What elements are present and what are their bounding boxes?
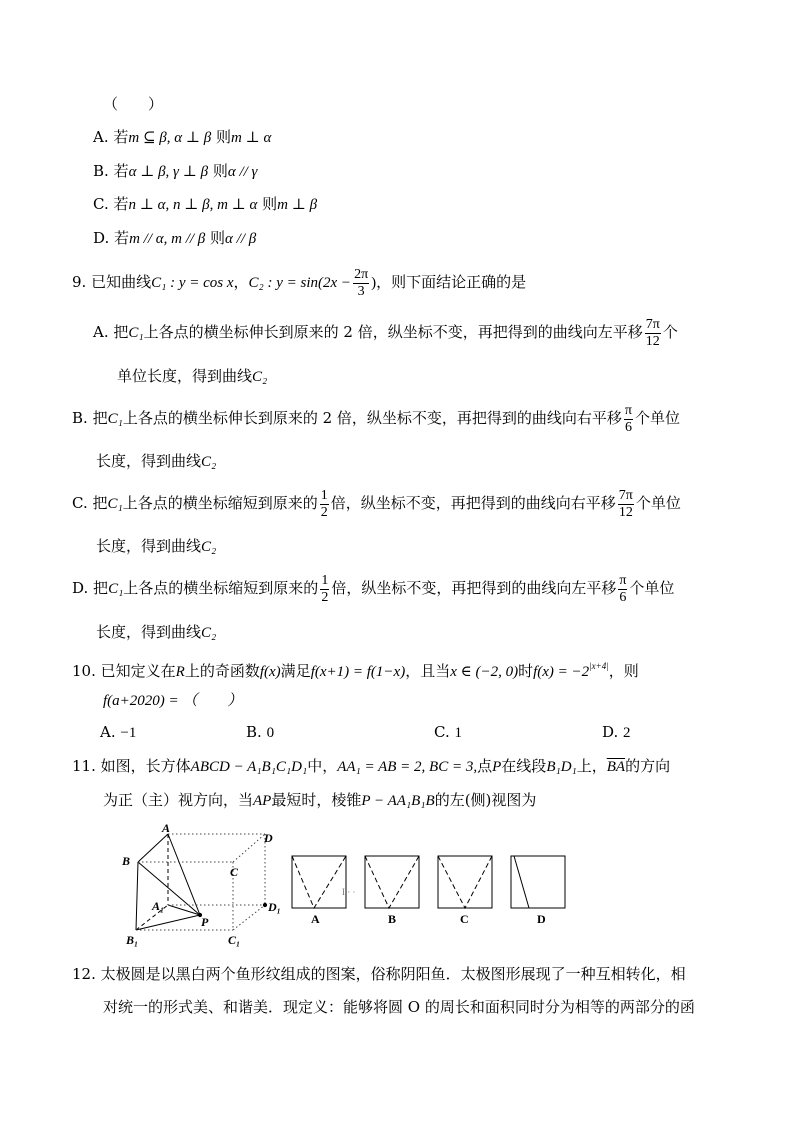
numerator: 7π: [618, 487, 633, 503]
q12-stem-line2: [103, 997, 695, 1017]
q9-option-b-line1: [72, 400, 680, 437]
text: 则: [205, 229, 226, 247]
q9-option-d-line2: [96, 622, 216, 643]
option-label: C.: [434, 723, 450, 741]
vertex-label-C: C: [230, 865, 239, 879]
option-label: C.: [93, 195, 109, 213]
option-value: 2: [623, 725, 631, 741]
text: 的左(侧)视图为: [434, 791, 537, 809]
q9-option-c-line1: [72, 485, 681, 522]
text: 若: [114, 229, 130, 247]
text: 若: [113, 128, 129, 146]
q9-option-c-line2: [96, 536, 216, 557]
option-label: A.: [100, 723, 116, 741]
text: 倍，纵坐标不变，再把得到的曲线向左平移: [331, 579, 617, 597]
q11-stem-line1: [72, 756, 670, 777]
text: 若: [113, 162, 129, 180]
text: 若: [113, 195, 129, 213]
text: 长度，得到曲线: [96, 452, 202, 470]
math: α ⊥ β: [174, 130, 212, 146]
math: x ∈ (−2, 0): [450, 664, 519, 680]
text: 个单位: [629, 579, 675, 597]
question-number: 10.: [72, 662, 96, 680]
vertex-label-A: A: [162, 822, 171, 835]
text: 个单位: [635, 409, 681, 427]
text: ,: [165, 197, 173, 213]
text: 上各点的横坐标伸长到原来的 2 倍，纵坐标不变，再把得到的曲线向左平移: [143, 323, 643, 341]
math: P − AA₁B₁B: [361, 793, 435, 809]
text: 满足: [280, 662, 311, 680]
option-value: −1: [120, 725, 137, 741]
view-option-d: [511, 856, 565, 908]
text: 上的奇函数: [184, 662, 260, 680]
option-label: A.: [93, 323, 109, 341]
option-value: 0: [266, 725, 275, 741]
math: P: [492, 759, 502, 775]
math: m // α: [129, 231, 164, 247]
math: AA₁ = AB = 2, BC = 3,: [337, 759, 478, 775]
text: ,: [166, 130, 175, 146]
text: ，则下面结论正确的是: [376, 273, 527, 291]
text: 最短时，棱锥: [271, 791, 362, 809]
text: ，: [233, 273, 249, 291]
q11-figure: [120, 822, 590, 952]
math: C₂: [201, 539, 217, 555]
math: m ⊥ α: [231, 130, 272, 146]
q9-stem: [72, 264, 526, 301]
math: C₂ : y = sin(2x −: [248, 275, 352, 291]
denominator: 12: [618, 504, 633, 520]
view-option-a: [292, 856, 346, 908]
text: 点: [477, 757, 493, 775]
math: C₁: [107, 411, 123, 427]
option-label: C.: [72, 494, 88, 512]
text: 在线段: [501, 757, 547, 775]
math: m ⊥ β: [277, 197, 318, 213]
math: C₂: [201, 625, 217, 641]
math: f(x) = −2: [533, 664, 590, 680]
text: 时: [518, 662, 534, 680]
text: 长度，得到曲线: [96, 537, 202, 555]
text: 上，: [576, 757, 607, 775]
fraction: [618, 573, 627, 606]
q10-option-b: [246, 722, 274, 743]
denominator: 12: [645, 333, 660, 349]
numerator: 1: [321, 572, 329, 588]
q8-option-c: [93, 194, 317, 215]
text: 对统一的形式美、和谐美．现定义：能够将圆 O 的周长和面积同时分为相等的两部分的函: [103, 998, 695, 1016]
view-stray-marks: I · ·: [342, 887, 356, 897]
math: f(x): [259, 664, 281, 680]
denominator: 2: [320, 504, 328, 520]
q9-option-a-line1: [93, 314, 678, 351]
math: C₁: [107, 496, 123, 512]
q10-option-a: [100, 722, 136, 743]
view-label-d: D: [537, 912, 546, 926]
math: m ⊆ β: [128, 130, 167, 146]
numerator: 1: [320, 487, 328, 503]
q12-stem-line1: [72, 964, 686, 984]
q9-option-d-line1: [72, 570, 674, 607]
text: 把: [93, 579, 109, 597]
option-label: B.: [93, 162, 109, 180]
view-label-c: C: [460, 912, 469, 926]
fraction: [645, 317, 661, 350]
text: 把: [92, 494, 108, 512]
text: ，则: [608, 662, 639, 680]
fraction: [618, 488, 634, 521]
q8-option-d: [93, 228, 256, 249]
view-label-b: B: [388, 912, 397, 926]
text: 则: [208, 162, 228, 180]
option-label: D.: [602, 723, 619, 741]
q8-option-a: [93, 127, 271, 148]
text: 为正（主）视方向，当: [103, 791, 254, 809]
math: α ⊥ β: [128, 164, 166, 180]
q10-option-c: [434, 722, 462, 743]
question-number: 11.: [72, 757, 96, 775]
option-label: D.: [93, 229, 110, 247]
text: 太极圆是以黑白两个鱼形纹组成的图案，俗称阴阳鱼．太极图形展现了一种互相转化，相: [100, 965, 686, 983]
fraction: [353, 267, 369, 300]
text: 长度，得到曲线: [96, 623, 202, 641]
denominator: 6: [624, 419, 632, 435]
exponent: |x+4|: [589, 661, 609, 671]
math: AP: [253, 793, 272, 809]
vertex-label-D1: D₁: [268, 900, 281, 914]
math: B₁D₁: [546, 759, 577, 775]
option-value: 1: [454, 725, 462, 741]
text: 中，: [307, 757, 338, 775]
vertex-label-A1: A₁: [152, 899, 165, 913]
math: m ⊥ α: [217, 197, 258, 213]
text: 上各点的横坐标伸长到原来的 2 倍，纵坐标不变，再把得到的曲线向右平移: [122, 409, 622, 427]
math: m // β: [171, 231, 206, 247]
numerator: 2π: [354, 266, 369, 282]
math: C₂: [201, 454, 217, 470]
view-option-c: [438, 856, 492, 908]
text: 已知定义在: [100, 662, 176, 680]
denominator: 6: [619, 589, 627, 605]
math: f(x+1) = f(1−x): [310, 664, 406, 680]
math: C₂: [252, 369, 268, 385]
numerator: 7π: [645, 316, 660, 332]
fraction: [320, 573, 329, 606]
math: R: [175, 664, 185, 680]
option-label: B.: [246, 723, 262, 741]
q11-stem-line2: [103, 790, 536, 811]
math: γ ⊥ β: [173, 164, 209, 180]
fraction: [320, 488, 329, 521]
q9-option-b-line2: [96, 451, 216, 472]
q9-option-a-line2: [117, 366, 267, 387]
text: ,: [163, 231, 172, 247]
vertex-label-D: D: [264, 831, 273, 845]
text: ,: [165, 164, 174, 180]
q10-option-d: [602, 722, 631, 743]
text: ,: [209, 197, 218, 213]
text: 如图，长方体: [100, 757, 191, 775]
math: C₁: [128, 325, 144, 341]
math: f(a+2020) = （ ）: [103, 693, 243, 709]
q10-stem: [72, 656, 639, 682]
q10-ask: [103, 690, 242, 711]
text: 则: [257, 195, 278, 213]
math: n ⊥ β: [173, 197, 210, 213]
text: 则: [211, 128, 232, 146]
vector-BA: $\overline{BA}$: [606, 759, 626, 775]
fraction: [624, 403, 633, 436]
text: 单位长度，得到曲线: [117, 367, 253, 385]
view-label-a: A: [311, 912, 320, 926]
question-number: 9.: [72, 273, 87, 291]
math: α // β: [225, 231, 257, 247]
math: ABCD − A₁B₁C₁D₁: [190, 759, 308, 775]
math: C₁ : y = cos x: [151, 275, 234, 291]
denominator: 3: [357, 283, 365, 299]
math: ): [371, 275, 377, 291]
option-label: B.: [72, 409, 88, 427]
text: 已知曲线: [91, 273, 152, 291]
numerator: π: [619, 572, 627, 588]
text: 的方向: [625, 757, 671, 775]
math: α // γ: [227, 164, 258, 180]
q8-answer-paren: （ ）: [103, 95, 164, 113]
text: 倍，纵坐标不变，再把得到的曲线向右平移: [330, 494, 616, 512]
math: n ⊥ α: [128, 197, 166, 213]
vertex-label-B: B: [122, 854, 131, 868]
vertex-label-C1: C₁: [228, 933, 241, 947]
text: ，且当: [405, 662, 451, 680]
text: 个单位: [635, 494, 681, 512]
q8-option-b: [93, 161, 257, 182]
question-number: 12.: [72, 965, 96, 983]
math: C₁: [108, 581, 124, 597]
numerator: π: [624, 402, 632, 418]
option-label: D.: [72, 579, 89, 597]
text: 个: [662, 323, 678, 341]
text: 把: [92, 409, 108, 427]
text: 上各点的横坐标缩短到原来的: [122, 494, 318, 512]
vertex-label-P: P: [201, 915, 209, 929]
text: 上各点的横坐标缩短到原来的: [123, 579, 319, 597]
text: 把: [113, 323, 129, 341]
denominator: 2: [321, 589, 329, 605]
view-option-b: [365, 856, 419, 908]
option-label: A.: [93, 128, 109, 146]
vertex-label-B1: B₁: [126, 933, 139, 947]
